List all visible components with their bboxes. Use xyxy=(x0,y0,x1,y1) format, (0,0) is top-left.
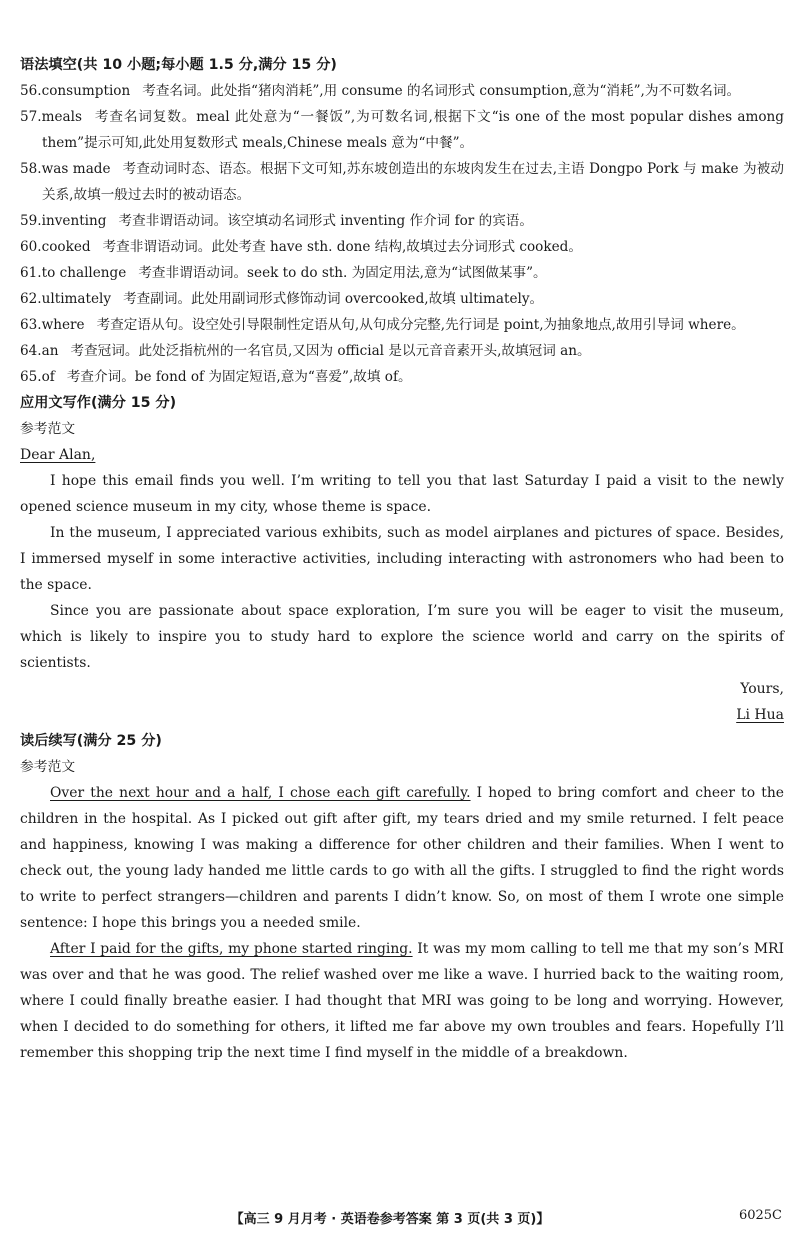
writing-sample-label: 参考范文 xyxy=(20,421,76,437)
letter-signature: Li Hua xyxy=(736,707,784,723)
answer-key: of xyxy=(41,369,55,385)
answer-number: 65. xyxy=(20,369,42,385)
answer-explanation: 考查介词。be fond of 为固定短语,意为“喜爱”,故填 of。 xyxy=(66,369,412,385)
answer-item xyxy=(20,78,784,104)
grammar-answer-list xyxy=(20,78,784,390)
footer-page-info: 【高三 9 月月考 · 英语卷参考答案 第 3 页(共 3 页)】 xyxy=(230,1212,550,1227)
answer-item xyxy=(20,364,784,390)
letter-paragraph: In the museum, I appreciated various exhibits, such as model airplanes and pictures of space. Besides, I immersed myself in some interactive activities, including interacting with astronomers who had been to the space. xyxy=(20,525,784,593)
answer-key: to challenge xyxy=(41,265,127,281)
answer-explanation: 考查名词复数。meal 此处意为“一餐饭”,为可数名词,根据下文“is one of the most popular dishes among them”提示可知,此处用复数形式 meals,Chinese meals 意为“中餐”。 xyxy=(42,109,784,151)
answer-item xyxy=(20,260,784,286)
answer-number: 60. xyxy=(20,239,42,255)
answer-number: 63. xyxy=(20,317,42,333)
answer-item xyxy=(20,156,784,208)
grammar-section-title: 语法填空(共 10 小题;每小题 1.5 分,满分 15 分) xyxy=(20,57,337,73)
answer-explanation: 考查非谓语动词。此处考查 have sth. done 结构,故填过去分词形式 cooked。 xyxy=(102,239,582,255)
answer-item xyxy=(20,234,784,260)
letter-closing: Yours, xyxy=(740,681,784,697)
paragraph-body: It was my mom calling to tell me that my son’s MRI was over and that he was good. The relief washed over me like a wave. I hurried back to the waiting room, where I could finally breathe easier. I had thought that MRI was going to be long and worrying. However, when I decided to do something for others, it lifted me far above my own troubles and fears. Hopefully I’ll remember this shopping trip the next time I find myself in the middle of a breakdown. xyxy=(20,941,784,1061)
continuation-paragraph xyxy=(20,780,784,936)
answer-number: 61. xyxy=(20,265,42,281)
letter-salutation: Dear Alan, xyxy=(20,447,96,463)
letter-paragraph: Since you are passionate about space exploration, I’m sure you will be eager to visit the museum, which is likely to inspire you to study hard to explore the science world and carry on the spirits of scientists. xyxy=(20,603,784,671)
answer-explanation: 考查副词。此处用副词形式修饰动词 overcooked,故填 ultimately。 xyxy=(123,291,544,307)
answer-item xyxy=(20,312,784,338)
writing-section-title: 应用文写作(满分 15 分) xyxy=(20,395,177,411)
answer-explanation: 考查定语从句。设空处引导限制性定语从句,从句成分完整,先行词是 point,为抽象地点,故用引导词 where。 xyxy=(96,317,745,333)
letter-signature-line xyxy=(20,702,784,728)
continuation-sample-label: 参考范文 xyxy=(20,759,76,775)
letter-paragraph: I hope this email finds you well. I’m writing to tell you that last Saturday I paid a visit to the newly opened science museum in my city, whose theme is space. xyxy=(20,473,784,515)
answer-number: 59. xyxy=(20,213,42,229)
answer-key: ultimately xyxy=(41,291,112,307)
answer-key: meals xyxy=(41,109,82,125)
answer-item xyxy=(20,208,784,234)
answer-number: 56. xyxy=(20,83,42,99)
answer-key: an xyxy=(41,343,59,359)
answer-number: 64. xyxy=(20,343,42,359)
answer-key: inventing xyxy=(41,213,107,229)
page-footer xyxy=(0,1208,800,1232)
answer-number: 58. xyxy=(20,161,42,177)
answer-item xyxy=(20,286,784,312)
answer-key: where xyxy=(41,317,85,333)
answer-page xyxy=(20,52,784,1066)
given-opening-sentence: After I paid for the gifts, my phone started ringing. xyxy=(50,941,413,957)
answer-explanation: 考查非谓语动词。该空填动名词形式 inventing 作介词 for 的宾语。 xyxy=(118,213,533,229)
answer-key: cooked xyxy=(41,239,91,255)
continuation-section-title: 读后续写(满分 25 分) xyxy=(20,733,162,749)
continuation-paragraph xyxy=(20,936,784,1066)
answer-key: was made xyxy=(41,161,111,177)
answer-explanation: 考查非谓语动词。seek to do sth. 为固定用法,意为“试图做某事”。 xyxy=(138,265,547,281)
answer-number: 57. xyxy=(20,109,42,125)
footer-exam-code: 6025C xyxy=(738,1208,782,1223)
answer-item xyxy=(20,338,784,364)
answer-explanation: 考查名词。此处指“猪肉消耗”,用 consume 的名词形式 consumption,意为“消耗”,为不可数名词。 xyxy=(142,83,741,99)
given-opening-sentence: Over the next hour and a half, I chose each gift carefully. xyxy=(50,785,471,801)
answer-item xyxy=(20,104,784,156)
answer-number: 62. xyxy=(20,291,42,307)
paragraph-body: I hoped to bring comfort and cheer to the children in the hospital. As I picked out gift after gift, my tears dried and my smile returned. I felt peace and happiness, knowing I was making a difference for other children and their families. When I went to check out, the young lady handed me little cards to go with all the gifts. I struggled to find the right words to write to perfect strangers—children and parents I didn’t know. So, on most of them I wrote one simple sentence: I hope this brings you a needed smile. xyxy=(20,785,784,931)
answer-explanation: 考查动词时态、语态。根据下文可知,苏东坡创造出的东坡肉发生在过去,主语 Dongpo Pork 与 make 为被动关系,故填一般过去时的被动语态。 xyxy=(42,161,784,203)
answer-explanation: 考查冠词。此处泛指杭州的一名官员,又因为 official 是以元音音素开头,故填冠词 an。 xyxy=(70,343,591,359)
answer-key: consumption xyxy=(41,83,131,99)
